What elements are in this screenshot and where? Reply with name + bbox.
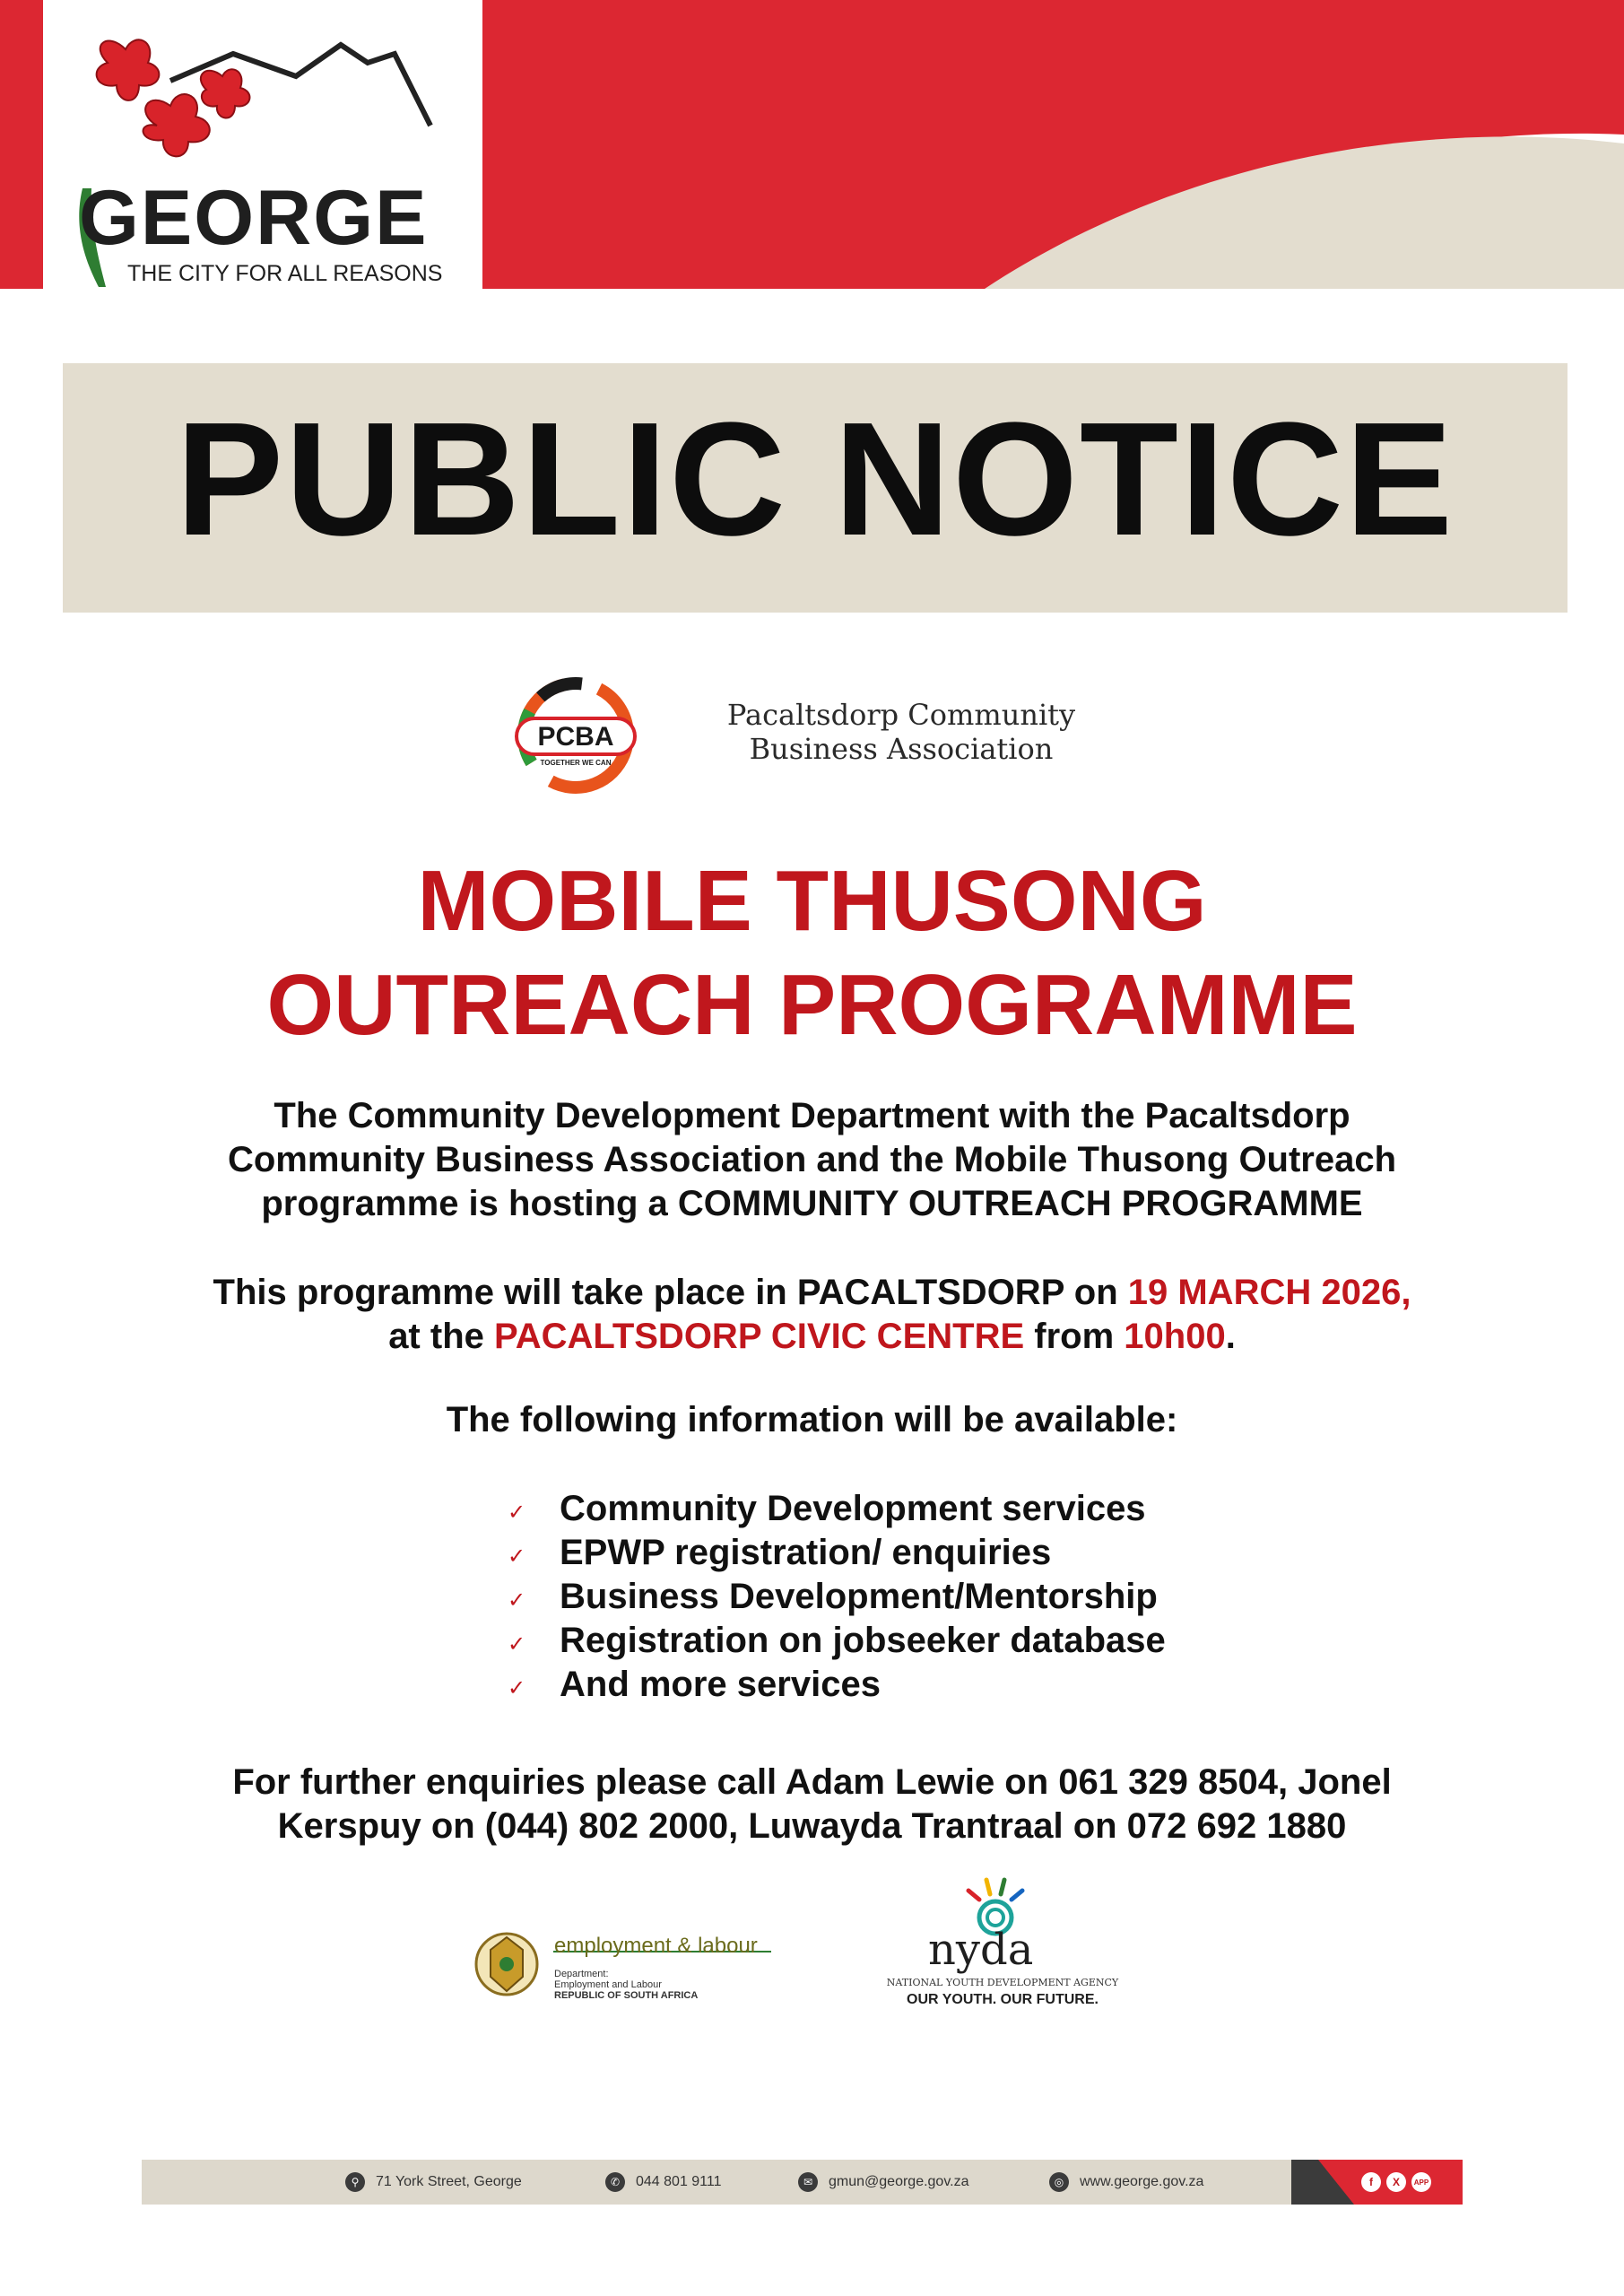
list-item: ✓ EPWP registration/ enquiries <box>502 1531 1309 1575</box>
pcba-name-line1: Pacaltsdorp Community <box>726 698 1076 732</box>
heading-line2: OUTREACH PROGRAMME <box>266 957 1358 1053</box>
nyda-wordmark: nyda <box>928 1925 1034 1975</box>
pcba-name <box>708 698 1094 766</box>
event-date: 19 MARCH 2026, <box>1127 1273 1411 1312</box>
intro-line2: Community Business Association and the Mobile Thusong Outreach <box>227 1140 1397 1179</box>
header-wave-graphic <box>482 0 1624 289</box>
check-icon: ✓ <box>508 1632 526 1657</box>
event-details <box>0 1271 1624 1359</box>
location-pin-icon: ⚲ <box>345 2172 365 2192</box>
intro-line1: The Community Development Department with the Pacaltsdorp <box>274 1096 1350 1135</box>
pcba-name-line2: Business Association <box>749 732 1054 766</box>
check-icon: ✓ <box>508 1676 526 1700</box>
services-list <box>502 1487 1309 1707</box>
enquiries <box>0 1761 1624 1848</box>
event-from: from <box>1024 1317 1125 1356</box>
nyda-subtitle: NATIONAL YOUTH DEVELOPMENT AGENCY <box>886 1977 1119 1988</box>
check-icon: ✓ <box>508 1500 526 1525</box>
heading-line1: MOBILE THUSONG <box>417 853 1207 949</box>
enquiries-line1: For further enquiries please call Adam Lewie on 061 329 8504, Jonel <box>232 1762 1392 1802</box>
list-item: ✓ And more services <box>502 1663 1309 1707</box>
check-icon: ✓ <box>508 1588 526 1613</box>
header-red-strip <box>0 0 43 289</box>
intro-line3: programme is hosting a COMMUNITY OUTREACH PROGRAMME <box>261 1184 1363 1223</box>
page-title: PUBLIC NOTICE <box>175 389 1455 570</box>
facebook-icon[interactable]: f <box>1361 2172 1381 2192</box>
event-at: at the <box>388 1317 494 1356</box>
list-item: ✓ Community Development services <box>502 1487 1309 1531</box>
footer-email[interactable]: ✉ gmun@george.gov.za <box>798 2171 968 2193</box>
event-end: . <box>1225 1317 1236 1356</box>
dol-subtitle: Department: Employment and Labour REPUBLIC OF SOUTH AFRICA <box>554 1969 699 2001</box>
check-icon: ✓ <box>508 1544 526 1569</box>
info-heading: The following information will be available: <box>446 1400 1178 1439</box>
x-twitter-icon[interactable]: X <box>1386 2172 1406 2192</box>
mail-icon: ✉ <box>798 2172 818 2192</box>
nyda-tagline: OUR YOUTH. OUR FUTURE. <box>907 1992 1099 2007</box>
title-banner <box>63 363 1568 613</box>
pcba-badge-text: PCBA <box>537 722 614 752</box>
event-prefix: This programme will take place in PACALTSDORP on <box>213 1273 1128 1312</box>
list-item: ✓ Registration on jobseeker database <box>502 1619 1309 1663</box>
event-line2 <box>0 1315 1624 1359</box>
list-item: ✓ Business Development/Mentorship <box>502 1575 1309 1619</box>
dol-title: employment & labour <box>554 1934 758 1958</box>
app-icon[interactable]: APP <box>1411 2172 1431 2192</box>
event-time: 10h00 <box>1124 1317 1226 1356</box>
intro-paragraph <box>0 1094 1624 1226</box>
footer-phone[interactable]: ✆ 044 801 9111 <box>605 2171 722 2193</box>
phone-icon: ✆ <box>605 2172 625 2192</box>
logo-wordmark: GEORGE <box>79 175 429 261</box>
globe-icon: ◎ <box>1049 2172 1069 2192</box>
pcba-badge-tagline: TOGETHER WE CAN <box>540 759 612 767</box>
logo-tagline: THE CITY FOR ALL REASONS <box>127 261 443 286</box>
enquiries-line2: Kerspuy on (044) 802 2000, Luwayda Trantraal on 072 692 1880 <box>277 1806 1347 1846</box>
footer-website[interactable]: ◎ www.george.gov.za <box>1049 2171 1203 2193</box>
event-venue: PACALTSDORP CIVIC CENTRE <box>493 1317 1025 1356</box>
footer-address: ⚲ 71 York Street, George <box>345 2171 522 2193</box>
event-line1 <box>0 1271 1624 1315</box>
